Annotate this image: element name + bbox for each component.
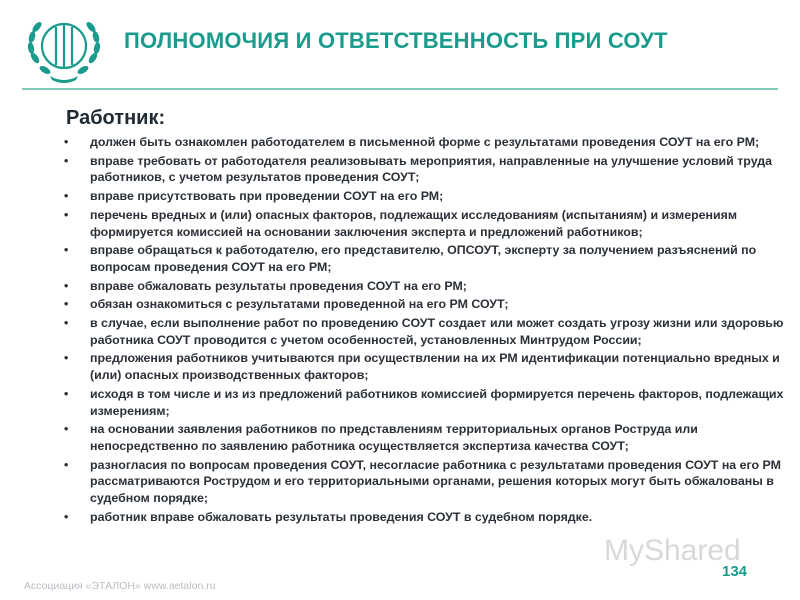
section-heading: Работник: — [66, 107, 166, 129]
list-item — [64, 315, 784, 348]
list-item — [64, 278, 784, 295]
list-item-text: исходя в том числе и из из предложений работников комиссией формируется перечень факторов, подлежащих измерениям; — [90, 386, 784, 418]
list-item-text: вправе требовать от работодателя реализовывать мероприятия, направленные на улучшение условий труда работников, с учетом результатов проведения СОУТ; — [90, 153, 773, 185]
watermark: MyShared — [604, 534, 741, 567]
bullet-list — [64, 134, 784, 527]
list-item — [64, 188, 784, 205]
bullet-glyph: • — [64, 509, 69, 524]
list-item — [64, 386, 784, 419]
laurel-wreath-logo-icon — [22, 10, 106, 86]
header-divider — [22, 88, 778, 90]
list-item — [64, 509, 784, 526]
list-item — [64, 242, 784, 275]
list-item-text: в случае, если выполнение работ по проведению СОУТ создает или может создать угрозу жизни или здоровью работника СОУТ проводится с учетом особенностей, установленных Минтрудом России; — [90, 316, 784, 347]
list-item-text: работник вправе обжаловать результаты проведения СОУТ в судебном порядке. — [90, 509, 593, 524]
list-item — [64, 350, 784, 383]
list-item-text: должен быть ознакомлен работодателем в письменной форме с результатами проведения СОУТ на его РМ; — [90, 135, 760, 149]
bullet-glyph: • — [64, 422, 69, 437]
footer-text: Ассоциация «ЭТАЛОН» www.aetalon.ru — [24, 580, 216, 592]
bullet-glyph: • — [64, 189, 69, 204]
bullet-glyph: • — [64, 351, 69, 366]
list-item — [64, 296, 784, 313]
list-item-text: предложения работников учитываются при осуществлении на их РМ идентификации потенциально вредных и (или) опасных производственных факторов; — [90, 351, 780, 383]
list-item — [64, 207, 784, 240]
bullet-glyph: • — [64, 386, 69, 401]
bullet-glyph: • — [64, 243, 69, 258]
page-title: ПОЛНОМОЧИЯ И ОТВЕТСТВЕННОСТЬ ПРИ СОУТ — [124, 28, 668, 53]
page-number: 134 — [722, 563, 748, 580]
bullet-glyph: • — [64, 457, 69, 472]
bullet-glyph: • — [64, 207, 69, 222]
bullet-glyph: • — [64, 316, 69, 331]
list-item-text: на основании заявления работников по представлениям территориальных органов Роструда или непосредственно по заявлению работника осуществляется экспертиза качества СОУТ; — [90, 422, 698, 453]
list-item-text: разногласия по вопросам проведения СОУТ, несогласие работника с результатами проведения СОУТ на его РМ рассматриваются Рострудом и его территориальными органами, решения которых могут быть обжалованы в судебном порядке; — [90, 457, 781, 506]
list-item-text: перечень вредных и (или) опасных факторов, подлежащих исследованиям (испытаниям) и измерениям формируется комиссией на основании заключения эксперта и предложений работников; — [90, 207, 738, 239]
bullet-glyph: • — [64, 278, 69, 293]
bullet-glyph: • — [64, 135, 69, 149]
bullet-glyph: • — [64, 153, 69, 168]
list-item — [64, 153, 784, 186]
list-item-text: вправе обжаловать результаты проведения СОУТ на его РМ; — [90, 278, 467, 293]
list-item — [64, 134, 784, 151]
list-item — [64, 457, 784, 507]
list-item-text: обязан ознакомиться с результатами проведенной на его РМ СОУТ; — [90, 297, 509, 312]
list-item — [64, 421, 784, 454]
list-item-text: вправе обращаться к работодателю, его представителю, ОПСОУТ, эксперту за получением разъяснений по вопросам проведения СОУТ на его РМ; — [90, 243, 757, 274]
list-item-text: вправе присутствовать при проведении СОУТ на его РМ; — [90, 189, 444, 204]
bullet-glyph: • — [64, 297, 69, 312]
